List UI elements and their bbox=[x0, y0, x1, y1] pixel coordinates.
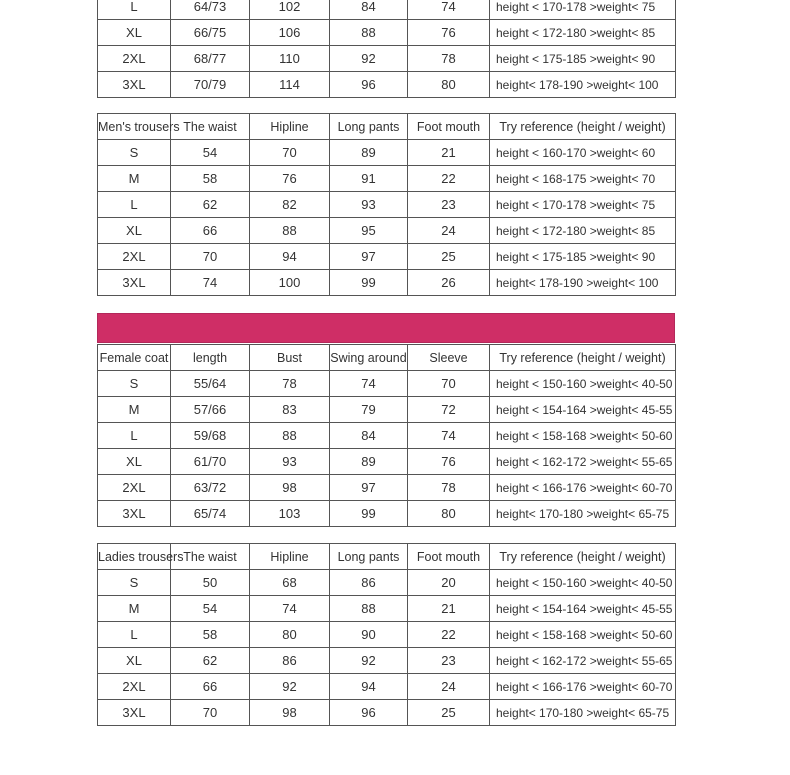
measurement-cell: 89 bbox=[330, 140, 408, 166]
reference-cell: height < 168-175 >weight< 70 bbox=[490, 166, 676, 192]
measurement-cell: 90 bbox=[330, 622, 408, 648]
measurement-cell: 86 bbox=[250, 648, 330, 674]
table-row bbox=[98, 20, 676, 46]
measurement-cell: 86 bbox=[330, 570, 408, 596]
mens-trousers-size-table bbox=[97, 113, 676, 296]
measurement-cell: 74 bbox=[250, 596, 330, 622]
column-header: Try reference (height / weight) bbox=[490, 544, 676, 570]
size-cell: M bbox=[98, 166, 171, 192]
measurement-cell: 88 bbox=[330, 596, 408, 622]
measurement-cell: 58 bbox=[171, 166, 250, 192]
measurement-cell: 99 bbox=[330, 270, 408, 296]
table-row bbox=[98, 0, 676, 20]
table-header-row bbox=[98, 345, 676, 371]
table-row bbox=[98, 674, 676, 700]
size-cell: L bbox=[98, 192, 171, 218]
measurement-cell: 95 bbox=[330, 218, 408, 244]
table-row bbox=[98, 166, 676, 192]
measurement-cell: 80 bbox=[408, 501, 490, 527]
column-header: Men's trousers bbox=[98, 114, 171, 140]
reference-cell: height < 172-180 >weight< 85 bbox=[490, 218, 676, 244]
reference-cell: height < 175-185 >weight< 90 bbox=[490, 46, 676, 72]
column-header: Long pants bbox=[330, 544, 408, 570]
measurement-cell: 92 bbox=[250, 674, 330, 700]
column-header: The waist bbox=[171, 114, 250, 140]
table-row bbox=[98, 140, 676, 166]
reference-cell: height < 150-160 >weight< 40-50 bbox=[490, 570, 676, 596]
reference-cell: height < 158-168 >weight< 50-60 bbox=[490, 423, 676, 449]
reference-cell: height < 154-164 >weight< 45-55 bbox=[490, 397, 676, 423]
measurement-cell: 61/70 bbox=[171, 449, 250, 475]
measurement-cell: 23 bbox=[408, 192, 490, 218]
size-cell: 3XL bbox=[98, 700, 171, 726]
measurement-cell: 76 bbox=[408, 449, 490, 475]
table-row bbox=[98, 449, 676, 475]
measurement-cell: 83 bbox=[250, 397, 330, 423]
measurement-cell: 64/73 bbox=[171, 0, 250, 20]
measurement-cell: 22 bbox=[408, 166, 490, 192]
table-row bbox=[98, 475, 676, 501]
table-row bbox=[98, 46, 676, 72]
column-header: Long pants bbox=[330, 114, 408, 140]
reference-cell: height < 170-178 >weight< 75 bbox=[490, 0, 676, 20]
size-cell: 2XL bbox=[98, 244, 171, 270]
table-row bbox=[98, 570, 676, 596]
column-header: Ladies trousers bbox=[98, 544, 171, 570]
measurement-cell: 78 bbox=[408, 46, 490, 72]
measurement-cell: 65/74 bbox=[171, 501, 250, 527]
measurement-cell: 102 bbox=[250, 0, 330, 20]
reference-cell: height< 178-190 >weight< 100 bbox=[490, 72, 676, 98]
measurement-cell: 74 bbox=[408, 0, 490, 20]
reference-cell: height < 170-178 >weight< 75 bbox=[490, 192, 676, 218]
measurement-cell: 68 bbox=[250, 570, 330, 596]
measurement-cell: 21 bbox=[408, 140, 490, 166]
size-cell: M bbox=[98, 397, 171, 423]
column-header: Try reference (height / weight) bbox=[490, 114, 676, 140]
measurement-cell: 24 bbox=[408, 674, 490, 700]
reference-cell: height < 166-176 >weight< 60-70 bbox=[490, 475, 676, 501]
measurement-cell: 88 bbox=[330, 20, 408, 46]
measurement-cell: 114 bbox=[250, 72, 330, 98]
measurement-cell: 22 bbox=[408, 622, 490, 648]
measurement-cell: 58 bbox=[171, 622, 250, 648]
measurement-cell: 55/64 bbox=[171, 371, 250, 397]
reference-cell: height < 160-170 >weight< 60 bbox=[490, 140, 676, 166]
column-header: Swing around bbox=[330, 345, 408, 371]
measurement-cell: 66 bbox=[171, 674, 250, 700]
measurement-cell: 92 bbox=[330, 648, 408, 674]
reference-cell: height< 178-190 >weight< 100 bbox=[490, 270, 676, 296]
measurement-cell: 25 bbox=[408, 700, 490, 726]
size-cell: 3XL bbox=[98, 270, 171, 296]
ladies-trousers-size-table bbox=[97, 543, 676, 726]
table-row bbox=[98, 648, 676, 674]
size-cell: S bbox=[98, 140, 171, 166]
size-cell: S bbox=[98, 371, 171, 397]
table-row bbox=[98, 244, 676, 270]
measurement-cell: 54 bbox=[171, 140, 250, 166]
size-cell: 2XL bbox=[98, 475, 171, 501]
measurement-cell: 62 bbox=[171, 192, 250, 218]
size-cell: 2XL bbox=[98, 46, 171, 72]
measurement-cell: 96 bbox=[330, 700, 408, 726]
measurement-cell: 68/77 bbox=[171, 46, 250, 72]
measurement-cell: 78 bbox=[408, 475, 490, 501]
size-cell: M bbox=[98, 596, 171, 622]
reference-cell: height< 170-180 >weight< 65-75 bbox=[490, 501, 676, 527]
measurement-cell: 97 bbox=[330, 244, 408, 270]
measurement-cell: 93 bbox=[250, 449, 330, 475]
measurement-cell: 110 bbox=[250, 46, 330, 72]
measurement-cell: 70/79 bbox=[171, 72, 250, 98]
reference-cell: height < 172-180 >weight< 85 bbox=[490, 20, 676, 46]
measurement-cell: 66/75 bbox=[171, 20, 250, 46]
measurement-cell: 78 bbox=[250, 371, 330, 397]
column-header: Hipline bbox=[250, 114, 330, 140]
measurement-cell: 94 bbox=[250, 244, 330, 270]
measurement-cell: 63/72 bbox=[171, 475, 250, 501]
column-header: Bust bbox=[250, 345, 330, 371]
reference-cell: height< 170-180 >weight< 65-75 bbox=[490, 700, 676, 726]
measurement-cell: 96 bbox=[330, 72, 408, 98]
measurement-cell: 92 bbox=[330, 46, 408, 72]
measurement-cell: 23 bbox=[408, 648, 490, 674]
column-header: length bbox=[171, 345, 250, 371]
measurement-cell: 80 bbox=[250, 622, 330, 648]
reference-cell: height < 162-172 >weight< 55-65 bbox=[490, 648, 676, 674]
measurement-cell: 62 bbox=[171, 648, 250, 674]
reference-cell: height < 175-185 >weight< 90 bbox=[490, 244, 676, 270]
measurement-cell: 76 bbox=[408, 20, 490, 46]
size-cell: XL bbox=[98, 449, 171, 475]
measurement-cell: 57/66 bbox=[171, 397, 250, 423]
measurement-cell: 26 bbox=[408, 270, 490, 296]
measurement-cell: 94 bbox=[330, 674, 408, 700]
measurement-cell: 50 bbox=[171, 570, 250, 596]
column-header: The waist bbox=[171, 544, 250, 570]
size-cell: 2XL bbox=[98, 674, 171, 700]
table-row bbox=[98, 192, 676, 218]
measurement-cell: 24 bbox=[408, 218, 490, 244]
measurement-cell: 103 bbox=[250, 501, 330, 527]
measurement-cell: 91 bbox=[330, 166, 408, 192]
measurement-cell: 82 bbox=[250, 192, 330, 218]
measurement-cell: 84 bbox=[330, 0, 408, 20]
measurement-cell: 74 bbox=[408, 423, 490, 449]
measurement-cell: 21 bbox=[408, 596, 490, 622]
size-cell: S bbox=[98, 570, 171, 596]
column-header: Try reference (height / weight) bbox=[490, 345, 676, 371]
measurement-cell: 80 bbox=[408, 72, 490, 98]
size-cell: XL bbox=[98, 218, 171, 244]
measurement-cell: 98 bbox=[250, 475, 330, 501]
reference-cell: height < 158-168 >weight< 50-60 bbox=[490, 622, 676, 648]
measurement-cell: 70 bbox=[408, 371, 490, 397]
measurement-cell: 54 bbox=[171, 596, 250, 622]
table-row bbox=[98, 596, 676, 622]
measurement-cell: 84 bbox=[330, 423, 408, 449]
column-header: Hipline bbox=[250, 544, 330, 570]
measurement-cell: 70 bbox=[250, 140, 330, 166]
measurement-cell: 89 bbox=[330, 449, 408, 475]
measurement-cell: 76 bbox=[250, 166, 330, 192]
female-coat-size-table bbox=[97, 344, 676, 527]
measurement-cell: 97 bbox=[330, 475, 408, 501]
measurement-cell: 106 bbox=[250, 20, 330, 46]
table-header-row bbox=[98, 544, 676, 570]
measurement-cell: 74 bbox=[330, 371, 408, 397]
reference-cell: height < 162-172 >weight< 55-65 bbox=[490, 449, 676, 475]
column-header: Foot mouth bbox=[408, 544, 490, 570]
measurement-cell: 59/68 bbox=[171, 423, 250, 449]
measurement-cell: 99 bbox=[330, 501, 408, 527]
measurement-cell: 79 bbox=[330, 397, 408, 423]
measurement-cell: 74 bbox=[171, 270, 250, 296]
table-row bbox=[98, 700, 676, 726]
size-cell: XL bbox=[98, 648, 171, 674]
table-row bbox=[98, 397, 676, 423]
table-row bbox=[98, 423, 676, 449]
measurement-cell: 88 bbox=[250, 423, 330, 449]
table-row bbox=[98, 218, 676, 244]
size-cell: L bbox=[98, 423, 171, 449]
column-header: Foot mouth bbox=[408, 114, 490, 140]
table-row bbox=[98, 72, 676, 98]
reference-cell: height < 154-164 >weight< 45-55 bbox=[490, 596, 676, 622]
measurement-cell: 70 bbox=[171, 244, 250, 270]
measurement-cell: 100 bbox=[250, 270, 330, 296]
reference-cell: height < 150-160 >weight< 40-50 bbox=[490, 371, 676, 397]
table-row bbox=[98, 371, 676, 397]
table-row bbox=[98, 270, 676, 296]
measurement-cell: 25 bbox=[408, 244, 490, 270]
size-cell: XL bbox=[98, 20, 171, 46]
measurement-cell: 88 bbox=[250, 218, 330, 244]
measurement-cell: 70 bbox=[171, 700, 250, 726]
measurement-cell: 98 bbox=[250, 700, 330, 726]
table-row bbox=[98, 622, 676, 648]
measurement-cell: 93 bbox=[330, 192, 408, 218]
size-cell: 3XL bbox=[98, 501, 171, 527]
measurement-cell: 20 bbox=[408, 570, 490, 596]
column-header: Female coat bbox=[98, 345, 171, 371]
size-cell: L bbox=[98, 622, 171, 648]
column-header: Sleeve bbox=[408, 345, 490, 371]
table-row bbox=[98, 501, 676, 527]
mens-coat-size-table bbox=[97, 0, 676, 98]
table-header-row bbox=[98, 114, 676, 140]
size-cell: L bbox=[98, 0, 171, 20]
size-cell: 3XL bbox=[98, 72, 171, 98]
reference-cell: height < 166-176 >weight< 60-70 bbox=[490, 674, 676, 700]
measurement-cell: 66 bbox=[171, 218, 250, 244]
measurement-cell: 72 bbox=[408, 397, 490, 423]
section-divider-bar bbox=[97, 313, 675, 343]
